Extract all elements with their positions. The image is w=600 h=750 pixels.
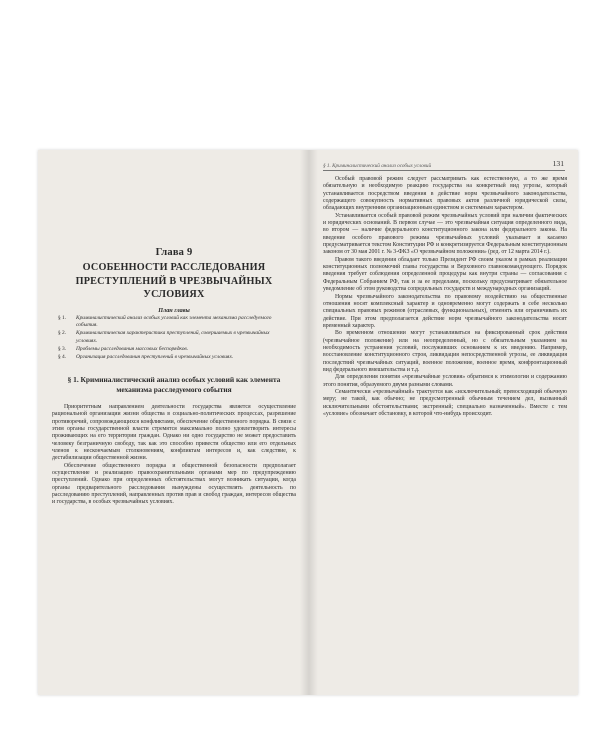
page-number: 131 [552,159,564,168]
right-page [313,150,578,695]
plan-item-number: § 3. [58,345,67,352]
section-heading: § 1. Криминалистический анализ особых условий как элемента механизма расследуемого события [67,375,281,394]
plan-item-text: Криминалистический анализ особых условий как элемента механизма расследуемого события. [76,315,272,329]
right-body-text [323,176,567,418]
paragraph: Нормы чрезвычайного законодательства по правовому воздействию на общественные отношения носят комплексный характер и одновременно могут содержать в себе несколько специальных правовых режимов (отраслевых, функциональных), отменять или ограничивать их действие. При этом предполагается действие норм чрезвычайного законодательства носит временный характер. [323,293,567,329]
plan-item [58,354,288,361]
paragraph: Для определения понятия «чрезвычайные условия» обратимся к этимологии и содержанию этого понятия, образуемого двумя разными словами. [323,374,567,388]
plan-item-number: § 2. [58,330,67,337]
plan-item-text: Проблемы расследования массовых беспорядков. [76,345,189,352]
chapter-title: ОСОБЕННОСТИ РАССЛЕДОВАНИЯ ПРЕСТУПЛЕНИЙ В ЧРЕЗВЫЧАЙНЫХ УСЛОВИЯХ [75,262,273,300]
paragraph: Особый правовой режим следует рассматривать как естественную, а то же время обязательную и необходимую реакцию государства на конкретный вид угрозы, который устанавливается посредством введения в действие норм чрезвычайного законодательства, содержащего совокупность нормативных правовых актов различной юридической силы, обладающих внутренним организационным единством и системным характером. [323,176,567,212]
plan-heading: План главы [158,307,190,314]
paragraph: Обеспечение общественного порядка и общественной безопасности предполагает осуществление и реализацию правоохранительными органами мер по предупреждению преступлений. Однако при определенных обстоятельствах могут возникать ситуации, когда органы предварительного расследования вынуждены осуществлять деятельность по расследованию преступлений, направленных против прав и свобод граждан, интересов общества и государства, в особых чрезвычайных условиях. [52,462,296,506]
paragraph: Устанавливается особый правовой режим чрезвычайных условий при наличии фактических и юридических оснований. В первом случае — это чрезвычайная ситуация определенного вида, во втором — наличие федерального конституционного закона или федерального закона. На введение особого правового режима чрезвычайных условий указывает и касаемо предусматривается текстом Конституции РФ и конкретизируется Федеральным конституционным законом от 30 мая 2001 г. № 3-ФКЗ «О чрезвычайном положении» (ред. от 12 марта 2014 г.). [323,212,567,256]
paragraph: Семантически «чрезвычайный» трактуется как «исключительный; превосходящий обычную меру; не такой, как обычно; не предусмотренный обычным течением дел, вызванный исключительными обстоятельствами; экстренный; специально назначенный». Вместе с тем «условие» обозначает обстановку, в которой что-нибудь происходит. [323,388,567,417]
left-body-text [52,404,296,507]
paragraph: Во временном отношении могут устанавливаться на фиксированный срок действия (чрезвычайное положение) или на неопределенный, но с обязательным указанием на необходимость устранения условий, послуживших основанием к их введению. Например, восстановление конституционного строя, ликвидация непосредственной угрозы, ее ликвидация последствий чрезвычайных ситуаций, военное положение, военное время, конфронтационный вид федерального вмешательства и т.д. [323,330,567,373]
left-page [38,150,310,695]
running-head: § 1. Криминалистический анализ особых условий [323,163,565,171]
plan-item-number: § 1. [58,315,67,321]
plan-item [58,330,288,345]
chapter-number: Глава 9 [155,247,193,258]
plan-item-text: Организация расследования преступлений в чрезвычайных условиях. [76,353,234,360]
plan-item [58,315,288,330]
paragraph: Приоритетным направлением деятельности государства является осуществление рациональной организации жизни общества в социально-политических процессах, разрешение противоречий, сопровождающихся конфликтами, обеспечение общественного порядка. В связи с этим органы государственной власти стремятся максимально полно удовлетворить интересы проживающих на его территории граждан. Однако ни одно государство не может предоставить человеку безграничную свободу, так как это способно привести общество или его отдельных членов к нескончаемым столкновениям, конфликтам интересов и, как следствие, к дестабилизации общественной жизни. [52,404,296,462]
plan-item-text: Криминалистическая характеристика преступлений, совершаемых в чрезвычайных условиях. [76,330,270,344]
book-spread [38,150,578,695]
chapter-plan-list [58,315,288,361]
plan-item [58,346,288,353]
paragraph: Правом такого введения обладает только Президент РФ своим указом в рамках реализации конституционных полномочий главы государства и Верховного главнокомандующего. Порядок введения требует соблюдения определенной процедуры как внутри страны — согласования с Федеральным Собранием РФ, так и за ее пределами, поскольку предусматривает обязательное уведомление об этом руководства сопредельных государств и международных организаций. [323,256,567,293]
plan-item-number: § 4. [58,353,67,360]
